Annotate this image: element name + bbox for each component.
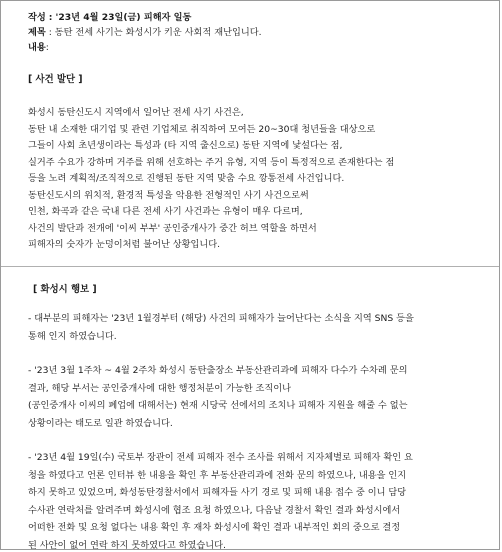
- list-item: [28, 362, 489, 432]
- section-title-city-actions: [ 화성시 행보 ]: [33, 284, 97, 295]
- list-item-line: 통해 인지 하였습니다.: [28, 330, 117, 342]
- content-value: :: [45, 42, 49, 53]
- subject-line: [28, 25, 489, 40]
- author-label: 작성: [28, 12, 46, 23]
- content-line: [28, 40, 489, 55]
- incident-line: 사건의 발단과 전개에 '이씨 부부' 공인중개사가 중간 허브 역할을 하면서: [28, 222, 317, 234]
- list-item-line: 된 사안이 없어 연락 하지 못하였다고 하였습니다.: [28, 539, 226, 550]
- incident-line: 그들이 사회 초년생이라는 특성과 (타 지역 출신으로) 동탄 지역에 낯설다는 점,: [28, 140, 343, 151]
- list-item-line: 수사관 연락처를 알려주며 화성시에 협조 요청 하였으나, 다음날 경찰서 확인 결과 화성시에서: [28, 504, 401, 516]
- list-item: [28, 310, 489, 345]
- subject-label: 제목: [28, 27, 46, 38]
- incident-line: 등을 노려 계획적/조직적으로 진행된 동탄 지역 맞춤 수요 깡통전세 사건입니다.: [28, 173, 345, 184]
- incident-line: 동탄신도시의 위치적, 환경적 특성을 악용한 전형적인 사기 사건으로써: [28, 189, 309, 201]
- content-label: 내용: [28, 42, 46, 53]
- author-line: [28, 10, 489, 25]
- bottom-box: [1, 268, 499, 550]
- top-box: [1, 1, 499, 267]
- list-item-line: - '23년 3월 1주차 ~ 4월 2주차 화성시 동탄출장소 부동산관리과에 피해자 다수가 수차례 문의: [28, 365, 408, 376]
- incident-line: 화성시 동탄신도시 지역에서 일어난 전세 사기 사건은,: [28, 107, 244, 118]
- list-item-line: 청을 하였다고 언론 인터뷰 한 내용을 확인 후 부동산관리과에 전화 문의 하였으나, 내용을 인지: [28, 469, 407, 481]
- section-body-city-actions: [28, 310, 489, 550]
- list-item-line: 어떠한 전화 및 요청 없다는 내용 확인 후 재차 화성시에 확인 결과 내부적인 회의 중으로 결정: [28, 522, 401, 533]
- list-item-line: 결과, 해당 부서는 공인중개사에 대한 행정처분이 가능한 조직이나: [28, 382, 291, 394]
- incident-line: 피해자의 숫자가 눈덩이처럼 불어난 상황입니다.: [28, 239, 221, 250]
- subject-value: : 동탄 전세 사기는 화성시가 키운 사회적 재난입니다.: [48, 27, 262, 38]
- list-item-line: - '23년 4월 19일(수) 국토부 장관이 전세 피해자 전수 조사를 위해서 지자체별로 피해자 확인 요: [28, 452, 413, 463]
- section-body-incident: [28, 105, 489, 254]
- incident-line: 동탄 내 소재한 대기업 및 관련 기업체로 취직하여 모여든 20~30대 청년들을 대상으로: [28, 123, 376, 135]
- list-item-line: 하지 못하고 있었으며, 화성동탄경찰서에서 피해자들 사기 경로 및 피해 내용 접수 중 이니 담당: [28, 487, 407, 498]
- incident-line: 인천, 화곡과 같은 국내 다른 전세 사기 사건과는 유형이 매우 다르며,: [28, 206, 303, 217]
- section-title-incident: [ 사건 발단 ]: [28, 74, 83, 85]
- list-item-line: 상황이라는 태도로 일관 하였습니다.: [28, 417, 173, 429]
- incident-line: 실거주 수요가 강하며 거주를 위해 선호하는 주거 유형, 지역 등이 특정적으로 존재한다는 점: [28, 156, 395, 168]
- list-item-line: (공인중개사 이씨의 폐업에 대해서는) 현재 시당국 선에서의 조치나 피해자 지원을 해줄 수 없는: [28, 400, 408, 411]
- list-item: [28, 449, 489, 550]
- author-value: : '23년 4월 23일(금) 피해자 일동: [48, 12, 192, 23]
- list-item-line: - 대부분의 피해자는 '23년 1월경부터 (해당) 사건의 피해자가 늘어난다는 소식을 지역 SNS 등을: [28, 313, 414, 324]
